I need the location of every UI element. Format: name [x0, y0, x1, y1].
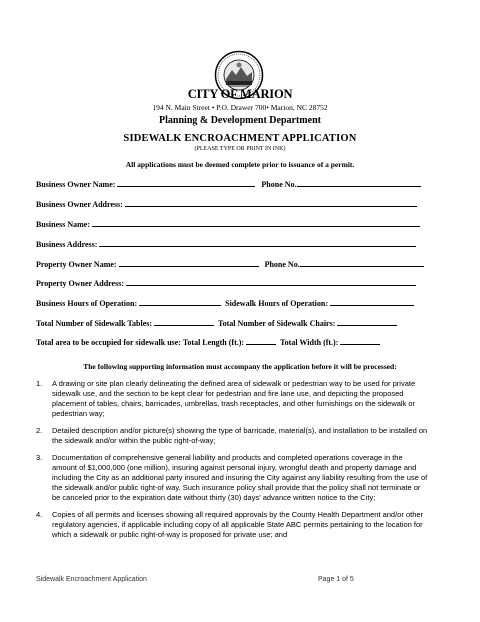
- business-owner-name-field[interactable]: [117, 178, 255, 187]
- item-text: Documentation of comprehensive general liability and products and completed operations coverage in the amount of $1,000,000 (one million), insuring against personal injury, wrongful death and property damage and including the City as an additional party insured and insuring the City against any liability resulting from the use of the sidewalk and/or public right-of way. Such insurance policy shall provide that the policy shall not terminate or be canceled prior to the expiration date without thirty (30) days' advance written notice to the City;: [52, 453, 428, 502]
- width-label: Total Width (ft.):: [280, 338, 339, 347]
- property-owner-row: [36, 258, 424, 269]
- business-address-label: Business Address:: [36, 240, 98, 249]
- business-owner-row: [36, 178, 421, 189]
- phone-field-1[interactable]: [297, 178, 421, 187]
- business-owner-address-label: Business Owner Address:: [36, 200, 123, 209]
- list-item: [36, 453, 428, 503]
- footer-document-name: Sidewalk Encroachment Application: [36, 576, 147, 583]
- item-text: A drawing or site plan clearly delineating the defined area of sidewalk or pedestrian way to be used for private sidewalk use, and the section to be kept clear for pedestrian and fire lane use, and depicting the proposed placement of tables, chairs, barricades, umbrellas, trash receptacles, and other furnishings on the sidewalk or pedestrian way;: [52, 379, 416, 418]
- tables-label: Total Number of Sidewalk Tables:: [36, 319, 153, 328]
- business-name-field[interactable]: [92, 218, 420, 227]
- list-item: [36, 510, 428, 540]
- business-name-row: [36, 218, 420, 229]
- form-subtitle: (PLEASE TYPE OR PRINT IN INK): [194, 146, 286, 152]
- item-number: 2.: [36, 426, 43, 435]
- city-address: 194 N. Main Street • P.O. Drawer 700• Marion, NC 28752: [152, 103, 328, 112]
- hours-row: [36, 297, 414, 308]
- property-owner-address-field[interactable]: [126, 277, 416, 286]
- item-text: Copies of all permits and licenses showing all required approvals by the County Health Department and/or other regulatory agencies, if applicable including copy of all applicable State ABC permits pertaining to the location for which a sidewalk or public right-of-way is proposed for private use; and: [52, 510, 424, 539]
- item-number: 4.: [36, 510, 43, 519]
- phone-label-1: Phone No.: [261, 180, 297, 189]
- business-hours-field[interactable]: [139, 297, 221, 306]
- business-hours-label: Business Hours of Operation:: [36, 299, 138, 308]
- item-number: 1.: [36, 379, 43, 388]
- list-item: [36, 379, 428, 419]
- sidewalk-hours-label: Sidewalk Hours of Operation:: [225, 299, 329, 308]
- business-address-field[interactable]: [99, 238, 416, 247]
- property-owner-address-row: [36, 277, 416, 288]
- completion-notice: All applications must be deemed complete prior to issuance of a permit.: [125, 160, 355, 169]
- phone-field-2[interactable]: [300, 258, 424, 267]
- business-owner-address-field[interactable]: [125, 198, 417, 207]
- property-owner-name-label: Property Owner Name:: [36, 260, 117, 269]
- department-name: Planning & Development Department: [159, 115, 321, 126]
- supporting-items-list: [36, 379, 428, 547]
- city-name: CITY OF MARION: [187, 87, 293, 101]
- form-title: SIDEWALK ENCROACHMENT APPLICATION: [123, 133, 357, 144]
- property-owner-address-label: Property Owner Address:: [36, 279, 124, 288]
- item-text: Detailed description and/or picture(s) showing the type of barricade, material(s), and installation to be installed on the sidewalk and/or within the public right-of-way;: [52, 426, 428, 445]
- chairs-label: Total Number of Sidewalk Chairs:: [218, 319, 336, 328]
- phone-label-2: Phone No.: [264, 260, 300, 269]
- area-length-label: Total area to be occupied for sidewalk use: Total Length (ft.):: [36, 338, 245, 347]
- item-number: 3.: [36, 453, 43, 462]
- business-name-label: Business Name:: [36, 220, 91, 229]
- footer-page-number: Page 1 of 5: [318, 576, 354, 583]
- business-owner-name-label: Business Owner Name:: [36, 180, 116, 189]
- chairs-field[interactable]: [337, 317, 397, 326]
- length-field[interactable]: [246, 336, 276, 345]
- area-row: [36, 336, 380, 347]
- business-owner-address-row: [36, 198, 417, 209]
- business-address-row: [36, 238, 416, 249]
- supporting-info-intro: The following supporting information must accompany the application before it will be processed:: [83, 362, 397, 371]
- tables-chairs-row: [36, 317, 397, 328]
- property-owner-name-field[interactable]: [119, 258, 259, 267]
- list-item: [36, 426, 428, 446]
- width-field[interactable]: [340, 336, 380, 345]
- tables-field[interactable]: [154, 317, 214, 326]
- sidewalk-hours-field[interactable]: [330, 297, 414, 306]
